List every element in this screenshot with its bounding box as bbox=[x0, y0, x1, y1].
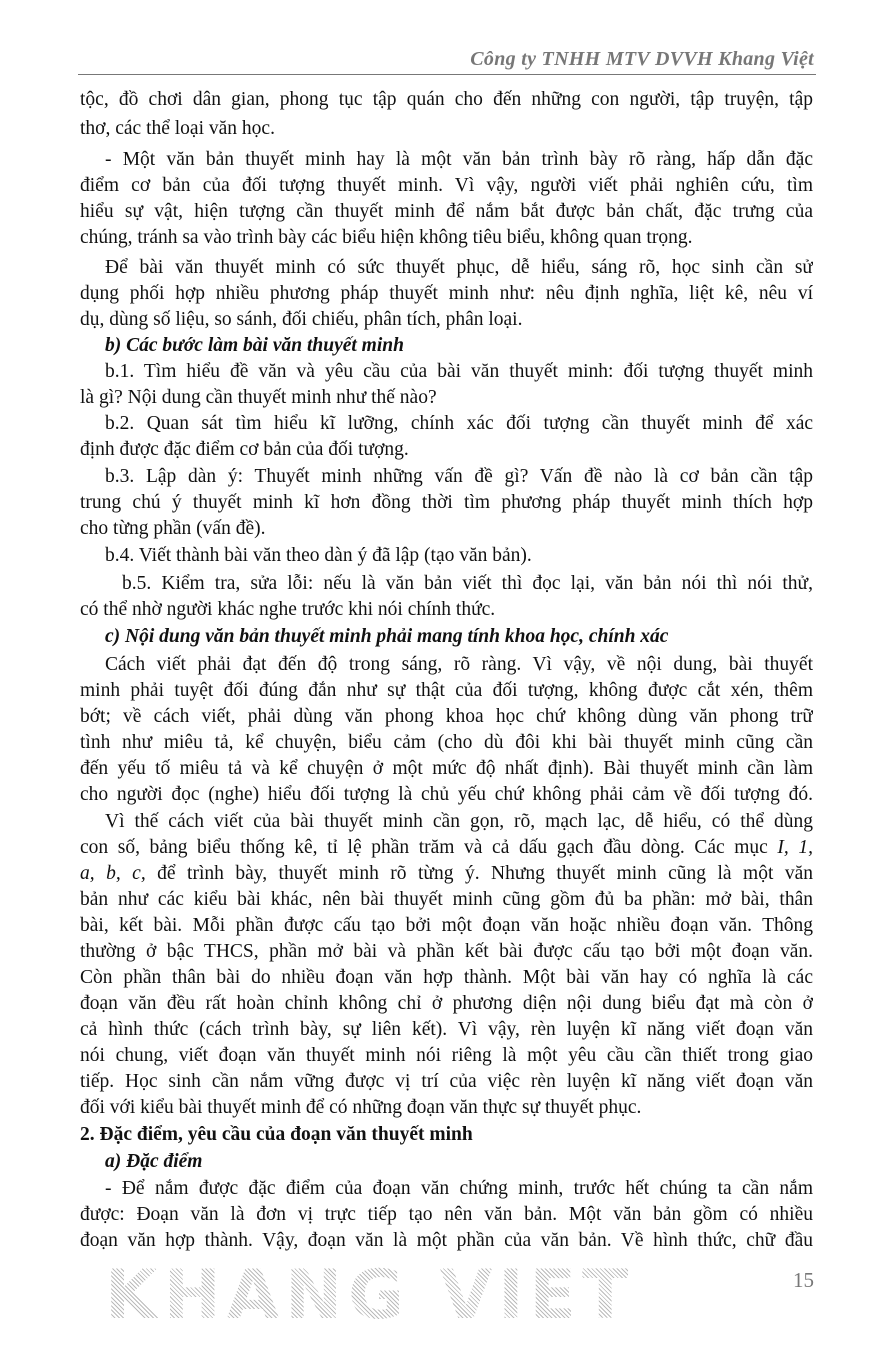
text-span: trung chú ý thuyết minh kĩ hơn đồng thời tìm phương pháp thuyết minh thích hợp bbox=[80, 492, 813, 513]
text-span: bớt; về cách viết, phải dùng văn phong khoa học chứ không dùng văn phong trữ bbox=[80, 706, 813, 727]
text-line bbox=[80, 1018, 813, 1042]
text-span: tình như miêu tả, kể chuyện, biểu cảm (cho dù đôi khi bài thuyết minh cũng cần bbox=[80, 732, 813, 753]
text-span: dụ, dùng số liệu, so sánh, đối chiếu, phân tích, phân loại. bbox=[80, 309, 523, 330]
text-span: bản như các kiểu bài khác, nên bài thuyết minh cũng gồm đủ ba phần: mở bài, thân bbox=[80, 889, 813, 910]
text-line bbox=[80, 914, 813, 938]
text-span: Vì thế cách viết của bài thuyết minh cần gọn, rõ, mạch lạc, dễ hiểu, có thể dùng bbox=[105, 811, 813, 832]
text-span: nói chung, viết đoạn văn thuyết minh nói riêng là một yêu cầu cần thiết trong giao bbox=[80, 1045, 813, 1066]
text-span: đoạn văn đều rất hoàn chỉnh không chỉ ở phương diện nội dung biểu đạt mà còn ở bbox=[80, 993, 813, 1014]
text-span: Cách viết phải đạt đến độ trong sáng, rõ ràng. Vì vậy, về nội dung, bài thuyết bbox=[105, 654, 813, 675]
text-line bbox=[105, 412, 813, 436]
text-span: cả hình thức (cách trình bày, sự liên kết). Vì vậy, rèn luyện kĩ năng viết đoạn văn bbox=[80, 1019, 813, 1040]
text-line bbox=[80, 282, 813, 306]
text-line bbox=[80, 200, 813, 224]
text-line bbox=[80, 836, 813, 860]
text-line bbox=[80, 940, 813, 964]
text-line bbox=[80, 966, 813, 990]
text-span: đối với kiểu bài thuyết minh để có những đoạn văn thực sự thuyết phục. bbox=[80, 1097, 642, 1118]
running-header: Công ty TNHH MTV DVVH Khang Việt bbox=[470, 48, 814, 70]
text-span: Để bài văn thuyết minh có sức thuyết phục, dễ hiểu, sáng rõ, học sinh cần sử bbox=[105, 257, 813, 278]
text-line bbox=[105, 148, 813, 172]
text-span: tộc, đồ chơi dân gian, phong tục tập quán cho đến những con người, tập truyện, tập bbox=[80, 89, 813, 110]
header-rule bbox=[78, 74, 816, 75]
text-span: định được đặc điểm cơ bản của đối tượng. bbox=[80, 439, 409, 460]
text-span: cho người đọc (nghe) hiểu đối tượng là chủ yếu chứ không phải cảm về đối tượng đó. bbox=[80, 784, 813, 805]
italic-text: a, b, c, bbox=[80, 863, 146, 884]
text-line bbox=[80, 1229, 813, 1253]
text-line bbox=[80, 598, 813, 622]
text-span: đoạn văn hợp thành. Vậy, đoạn văn là một phần của văn bản. Về hình thức, chữ đầu bbox=[80, 1230, 813, 1251]
text-span: b.4. Viết thành bài văn theo dàn ý đã lập (tạo văn bản). bbox=[105, 545, 532, 566]
text-span: bài, kết bài. Mỗi phần được cấu tạo bởi một đoạn văn hoặc nhiều đoạn văn. Thông bbox=[80, 915, 813, 936]
text-line bbox=[105, 653, 813, 677]
text-line bbox=[105, 360, 813, 384]
section-heading bbox=[105, 1150, 813, 1174]
text-span: để trình bày, thuyết minh rõ từng ý. Nhưng thuyết minh cũng là một văn bbox=[145, 863, 813, 884]
text-line bbox=[105, 465, 813, 489]
text-line bbox=[80, 517, 813, 541]
page-number: 15 bbox=[793, 1268, 814, 1292]
text-span: b.5. Kiểm tra, sửa lỗi: nếu là văn bản viết thì đọc lại, văn bản nói thì nói thử, bbox=[122, 573, 813, 594]
text-line bbox=[80, 757, 813, 781]
text-line bbox=[105, 544, 813, 568]
text-span: chúng, tránh sa vào trình bày các biểu hiện không tiêu biểu, không quan trọng. bbox=[80, 227, 693, 248]
section-heading bbox=[105, 334, 813, 358]
text-line bbox=[80, 731, 813, 755]
text-span: a) Đặc điểm bbox=[105, 1151, 203, 1172]
text-line bbox=[80, 438, 813, 462]
text-span: 2. Đặc điểm, yêu cầu của đoạn văn thuyết minh bbox=[80, 1124, 473, 1145]
section-heading bbox=[80, 1123, 813, 1147]
text-span: b) Các bước làm bài văn thuyết minh bbox=[105, 335, 404, 356]
text-line bbox=[80, 386, 813, 410]
text-line bbox=[80, 679, 813, 703]
text-line bbox=[80, 117, 813, 141]
text-line bbox=[80, 88, 813, 112]
text-span: có thể nhờ người khác nghe trước khi nói chính thức. bbox=[80, 599, 496, 620]
text-line bbox=[122, 572, 813, 596]
text-line bbox=[80, 174, 813, 198]
text-span: - Một văn bản thuyết minh hay là một văn bản trình bày rõ ràng, hấp dẫn đặc bbox=[105, 149, 813, 170]
text-line bbox=[105, 810, 813, 834]
text-span: thơ, các thể loại văn học. bbox=[80, 118, 275, 139]
text-span: minh phải tuyệt đối đúng đắn như sự thật của đối tượng, không được cắt xén, thêm bbox=[80, 680, 813, 701]
text-line bbox=[80, 783, 813, 807]
text-line bbox=[80, 226, 813, 250]
text-span: đến yếu tố miêu tả và kể chuyện ở một mức độ nhất định). Bài thuyết minh cần làm bbox=[80, 758, 813, 779]
text-line bbox=[80, 1070, 813, 1094]
section-heading bbox=[105, 625, 813, 649]
text-line bbox=[80, 705, 813, 729]
text-line bbox=[80, 308, 813, 332]
text-span: b.3. Lập dàn ý: Thuyết minh những vấn đề gì? Vấn đề nào là cơ bản cần tập bbox=[105, 466, 813, 487]
text-span: cho từng phần (vấn đề). bbox=[80, 518, 266, 539]
text-line bbox=[80, 992, 813, 1016]
text-line bbox=[80, 862, 813, 886]
text-span: con số, bảng biểu thống kê, tỉ lệ phần trăm và cả dấu gạch đầu dòng. Các mục bbox=[80, 837, 778, 858]
text-span: là gì? Nội dung cần thuyết minh như thế nào? bbox=[80, 387, 437, 408]
text-span: b.2. Quan sát tìm hiểu kĩ lưỡng, chính xác đối tượng cần thuyết minh để xác bbox=[105, 413, 813, 434]
text-line bbox=[105, 1177, 813, 1201]
text-span: Còn phần thân bài do nhiều đoạn văn hợp thành. Một bài văn hay có nghĩa là các bbox=[80, 967, 813, 988]
text-span: b.1. Tìm hiểu đề văn và yêu cầu của bài văn thuyết minh: đối tượng thuyết minh bbox=[105, 361, 813, 382]
text-span: thường ở bậc THCS, phần mở bài và phần kết bài được cấu tạo bởi một đoạn văn. bbox=[80, 941, 813, 962]
text-span: tiếp. Học sinh cần nắm vững được vị trí của việc rèn luyện kĩ năng viết đoạn văn bbox=[80, 1071, 813, 1092]
watermark-logo: KHANG VIET bbox=[105, 1256, 635, 1335]
text-span: - Để nắm được đặc điểm của đoạn văn chứng minh, trước hết chúng ta cần nắm bbox=[105, 1178, 813, 1199]
text-span: hiểu sự vật, hiện tượng cần thuyết minh để nắm bắt được bản chất, đặc trưng của bbox=[80, 201, 813, 222]
text-span: dụng phối hợp nhiều phương pháp thuyết minh như: nêu định nghĩa, liệt kê, nêu ví bbox=[80, 283, 813, 304]
italic-text: I, 1, bbox=[777, 837, 813, 858]
text-line bbox=[80, 1096, 813, 1120]
text-span: điểm cơ bản của đối tượng thuyết minh. Vì vậy, người viết phải nghiên cứu, tìm bbox=[80, 175, 813, 196]
text-line bbox=[80, 888, 813, 912]
text-span: c) Nội dung văn bản thuyết minh phải mang tính khoa học, chính xác bbox=[105, 626, 669, 647]
text-line bbox=[80, 491, 813, 515]
text-line bbox=[80, 1203, 813, 1227]
text-span: được: Đoạn văn là đơn vị trực tiếp tạo nên văn bản. Một văn bản gồm có nhiều bbox=[80, 1204, 813, 1225]
text-line bbox=[80, 1044, 813, 1068]
text-line bbox=[105, 256, 813, 280]
